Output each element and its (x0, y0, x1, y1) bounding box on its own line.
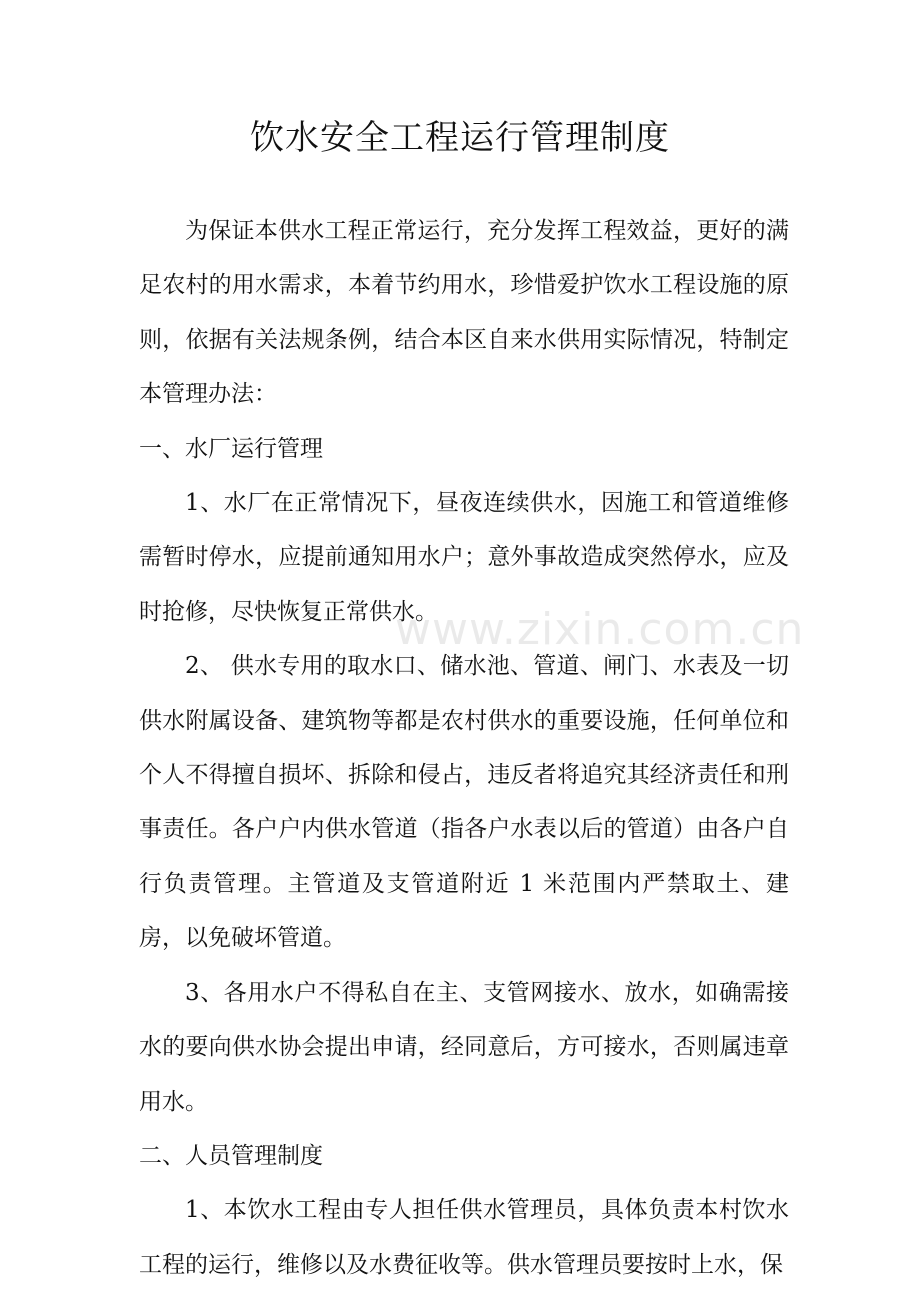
section-heading-2: 二、人员管理制度 (139, 1142, 323, 1169)
section-heading-1: 一、水厂运行管理 (139, 435, 323, 462)
section1-item-2: 2、 供水专用的取水口、储水池、管道、闸门、水表及一切供水附属设备、建筑物等都是农村供水的重要设施，任何单位和个人不得擅自损坏、拆除和侵占，违反者将追究其经济责任和刑事责任。各户户内供水管道（指各户水表以后的管道）由各户自行负责管理。主管道及支管道附近 1 米范围内严禁取土、建房，以免破坏管道。 (139, 653, 789, 952)
intro-paragraph: 为保证本供水工程正常运行，充分发挥工程效益，更好的满足农村的用水需求，本着节约用水，珍惜爱护饮水工程设施的原则，依据有关法规条例，结合本区自来水供用实际情况，特制定本管理办法： (139, 218, 789, 408)
document-body (139, 204, 789, 1292)
section1-item-3: 3、各用水户不得私自在主、支管网接水、放水，如确需接水的要向供水协会提出申请，经同意后，方可接水，否则属违章用水。 (139, 979, 789, 1115)
section2-item-1: 1、本饮水工程由专人担任供水管理员，具体负责本村饮水工程的运行，维修以及水费征收等。供水管理员要按时上水，保 (139, 1197, 789, 1278)
document-title: 饮水安全工程运行管理制度 (250, 118, 670, 158)
watermark: www.zixin.com.cn (395, 604, 805, 655)
section1-item-1: 1、水厂在正常情况下，昼夜连续供水，因施工和管道维修需暂时停水，应提前通知用水户；意外事故造成突然停水，应及时抢修，尽快恢复正常供水。 (139, 490, 789, 625)
